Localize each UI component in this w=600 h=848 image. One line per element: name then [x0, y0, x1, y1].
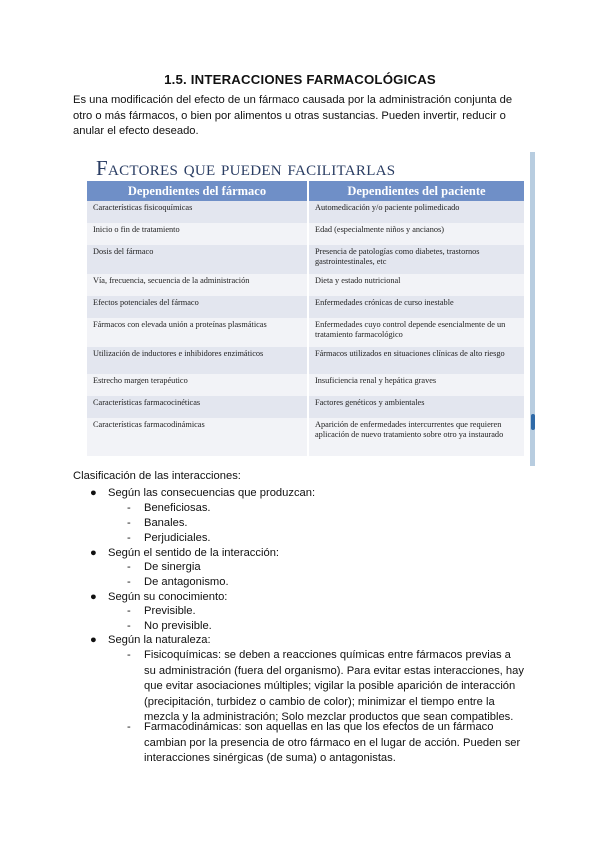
- item-text: De antagonismo.: [144, 576, 229, 588]
- header-drug: Dependientes del fármaco: [87, 181, 308, 201]
- dash-icon: -: [127, 561, 131, 573]
- table-row: [87, 274, 525, 296]
- table-header-row: [87, 181, 525, 201]
- drug-factor: Características farmacodinámicas: [87, 418, 308, 456]
- patient-factor: Factores genéticos y ambientales: [308, 396, 525, 418]
- classification-heading: Clasificación de las interacciones:: [73, 470, 241, 482]
- dash-icon: -: [127, 605, 131, 617]
- item-text: De sinergia: [144, 561, 201, 573]
- patient-factor: Enfermedades crónicas de curso inestable: [308, 296, 525, 318]
- drug-factor: Utilización de inductores e inhibidores enzimáticos: [87, 347, 308, 374]
- drug-factor: Fármacos con elevada unión a proteínas plasmáticas: [87, 318, 308, 347]
- drug-factor: Estrecho margen terapéutico: [87, 374, 308, 396]
- dash-icon: -: [127, 576, 131, 588]
- drug-factor: Dosis del fármaco: [87, 245, 308, 274]
- group-label: Según el sentido de la interacción:: [108, 547, 280, 559]
- dash-icon: -: [127, 721, 131, 733]
- table-row: [87, 296, 525, 318]
- bullet-icon: ●: [90, 487, 97, 499]
- patient-factor: Fármacos utilizados en situaciones clínicas de alto riesgo: [308, 347, 525, 374]
- figure-side-knob: [531, 414, 535, 430]
- item-text: Previsible.: [144, 605, 196, 617]
- dash-icon: -: [127, 517, 131, 529]
- patient-factor: Edad (especialmente niños y ancianos): [308, 223, 525, 245]
- page-title: 1.5. INTERACCIONES FARMACOLÓGICAS: [164, 72, 436, 87]
- patient-factor: Insuficiencia renal y hepática graves: [308, 374, 525, 396]
- figure-title: Factores que pueden facilitarlas: [96, 156, 396, 180]
- table-row: [87, 318, 525, 347]
- drug-factor: Efectos potenciales del fármaco: [87, 296, 308, 318]
- bullet-icon: ●: [90, 591, 97, 603]
- group-label: Según las consecuencias que produzcan:: [108, 487, 316, 499]
- item-text: Fisicoquímicas: se deben a reacciones químicas entre fármacos previas a su administración (fuera del organismo). Para evitar estas interacciones, hay que evitar asociaciones múltiples; vigilar la posible aparición de interacción (precipitación, turbidez o cambio de color); minimizar el tiempo entre la mezcla y la administración; Solo mezclar productos que sean compatibles.: [144, 649, 524, 724]
- header-patient: Dependientes del paciente: [308, 181, 525, 201]
- group-label: Según su conocimiento:: [108, 591, 228, 603]
- patient-factor: Dieta y estado nutricional: [308, 274, 525, 296]
- dash-icon: -: [127, 620, 131, 632]
- table-row: [87, 396, 525, 418]
- group-label: Según la naturaleza:: [108, 634, 211, 646]
- dash-icon: -: [127, 502, 131, 514]
- patient-factor: Aparición de enfermedades intercurrentes que requieren aplicación de nuevo tratamiento sobre otro ya instaurado: [308, 418, 525, 456]
- bullet-icon: ●: [90, 547, 97, 559]
- item-text: Farmacodinámicas: son aquellas en las que los efectos de un fármaco cambian por la presencia de otro fármaco en el lugar de acción. Pueden ser interacciones sinérgicas (de suma) o antagonistas.: [144, 721, 521, 765]
- factors-figure: [82, 152, 540, 466]
- drug-factor: Vía, frecuencia, secuencia de la administración: [87, 274, 308, 296]
- item-text: Perjudiciales.: [144, 532, 211, 544]
- item-text: No previsible.: [144, 620, 212, 632]
- drug-factor: Inicio o fin de tratamiento: [87, 223, 308, 245]
- factors-table: [87, 181, 526, 456]
- table-row: [87, 245, 525, 274]
- table-row: [87, 223, 525, 245]
- table-row: [87, 374, 525, 396]
- drug-factor: Características farmacocinéticas: [87, 396, 308, 418]
- item-text: Banales.: [144, 517, 188, 529]
- bullet-icon: ●: [90, 634, 97, 646]
- table-row: [87, 347, 525, 374]
- drug-factor: Características fisicoquímicas: [87, 201, 308, 223]
- intro-paragraph: Es una modificación del efecto de un fármaco causada por la administración conjunta de otro o más fármacos, o bien por alimentos u otras sustancias. Pueden invertir, reducir o anular el efecto deseado.: [73, 94, 513, 138]
- table-row: [87, 418, 525, 456]
- patient-factor: Enfermedades cuyo control depende esencialmente de un tratamiento farmacológico: [308, 318, 525, 347]
- dash-icon: -: [127, 649, 131, 661]
- patient-factor: Presencia de patologías como diabetes, trastornos gastrointestinales, etc: [308, 245, 525, 274]
- patient-factor: Automedicación y/o paciente polimedicado: [308, 201, 525, 223]
- table-row: [87, 201, 525, 223]
- item-text: Beneficiosas.: [144, 502, 211, 514]
- dash-icon: -: [127, 532, 131, 544]
